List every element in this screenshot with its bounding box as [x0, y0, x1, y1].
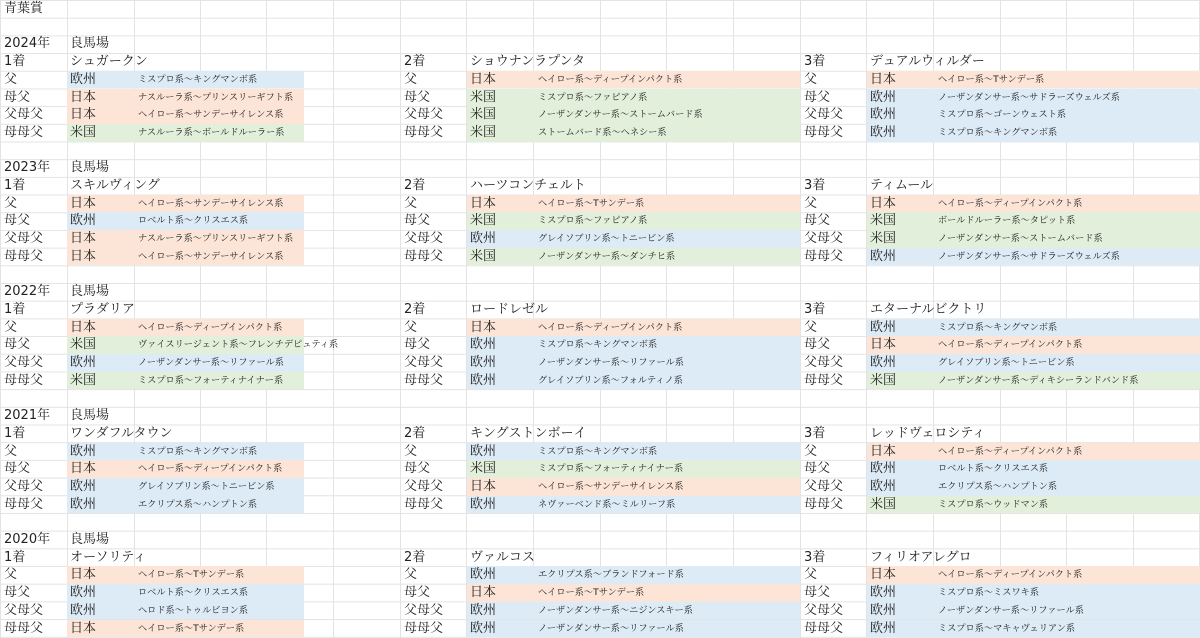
pedigree-label[interactable]: 母母父 [804, 620, 844, 636]
place-label[interactable]: 3着 [804, 301, 826, 317]
region-cell[interactable]: 欧州 [470, 496, 497, 512]
region-cell[interactable]: 日本 [870, 195, 897, 211]
sire-line-cell[interactable]: エクリプス系～ブランドフォード系 [538, 569, 684, 581]
sire-line-cell[interactable]: ヘイロー系～サンデーサイレンス系 [138, 197, 284, 209]
pedigree-label[interactable]: 母父 [4, 585, 31, 601]
pedigree-label[interactable]: 父母父 [804, 602, 844, 618]
sire-line-cell[interactable]: ミスプロ系～ウッドマン系 [938, 498, 1049, 510]
horse-name[interactable]: スキルヴィング [70, 178, 160, 193]
pedigree-label[interactable]: 父 [804, 195, 818, 211]
sire-line-cell[interactable]: グレイソブリン系～フォルティノ系 [538, 374, 683, 386]
region-cell[interactable]: 日本 [70, 567, 97, 583]
region-cell[interactable]: 欧州 [70, 585, 97, 601]
pedigree-label[interactable]: 母父 [804, 337, 831, 353]
sire-line-cell[interactable]: ノーザンダンサー系～ダンチヒ系 [538, 250, 676, 262]
pedigree-label[interactable]: 母母父 [404, 620, 444, 636]
sire-line-cell[interactable]: ミスプロ系～ゴーンウェスト系 [938, 109, 1067, 121]
horse-name[interactable]: ヴァルコス [470, 549, 535, 565]
pedigree-label[interactable]: 母父 [804, 461, 831, 477]
sire-line-cell[interactable]: ストームバード系～ヘネシー系 [538, 126, 667, 138]
place-label[interactable]: 1着 [4, 54, 26, 70]
pedigree-label[interactable]: 父母父 [804, 355, 844, 370]
track-condition[interactable]: 良馬場 [70, 160, 110, 176]
region-cell[interactable]: 欧州 [470, 231, 497, 247]
pedigree-label[interactable]: 父母父 [4, 107, 44, 123]
region-cell[interactable]: 米国 [470, 124, 497, 140]
region-cell[interactable]: 欧州 [470, 620, 497, 636]
pedigree-label[interactable]: 母母父 [804, 124, 844, 140]
region-cell[interactable]: 欧州 [870, 620, 897, 636]
sire-line-cell[interactable]: ヘイロー系～Tサンデー系 [138, 622, 245, 634]
region-cell[interactable]: 欧州 [870, 602, 897, 618]
region-cell[interactable]: 欧州 [70, 355, 97, 370]
region-cell[interactable]: 日本 [470, 71, 497, 87]
track-condition[interactable]: 良馬場 [70, 532, 110, 547]
pedigree-label[interactable]: 母母父 [804, 496, 844, 512]
pedigree-label[interactable]: 父母父 [404, 355, 444, 370]
horse-name[interactable]: プラダリア [70, 301, 135, 317]
sire-line-cell[interactable]: ミスプロ系～キングマンボ系 [138, 445, 258, 457]
region-cell[interactable]: 欧州 [70, 496, 97, 512]
sire-line-cell[interactable]: ヘイロー系～ディープインパクト系 [138, 463, 283, 475]
region-cell[interactable]: 欧州 [870, 355, 897, 370]
sire-line-cell[interactable]: グレイソブリン系～トニービン系 [538, 233, 675, 245]
place-label[interactable]: 3着 [804, 549, 826, 565]
place-label[interactable]: 1着 [4, 178, 26, 193]
pedigree-label[interactable]: 父母父 [804, 478, 844, 494]
track-condition[interactable]: 良馬場 [70, 284, 110, 300]
pedigree-label[interactable]: 母父 [404, 213, 431, 229]
place-label[interactable]: 2着 [404, 178, 426, 193]
sire-line-cell[interactable]: ミスプロ系～フォーティナイナー系 [138, 374, 284, 386]
pedigree-label[interactable]: 父母父 [804, 231, 844, 247]
place-label[interactable]: 3着 [804, 178, 826, 193]
region-cell[interactable]: 欧州 [870, 89, 897, 105]
pedigree-label[interactable]: 父母父 [4, 355, 44, 370]
sire-line-cell[interactable]: ミスプロ系～マキャヴェリアン系 [938, 622, 1076, 634]
region-cell[interactable]: 日本 [70, 461, 97, 477]
sire-line-cell[interactable]: ノーザンダンサー系～ストームバード系 [938, 233, 1103, 245]
pedigree-label[interactable]: 父 [804, 71, 818, 87]
pedigree-label[interactable]: 父 [404, 567, 418, 583]
sire-line-cell[interactable]: ノーザンダンサー系～ストームバード系 [538, 109, 703, 121]
region-cell[interactable]: 欧州 [470, 567, 497, 583]
region-cell[interactable]: 欧州 [870, 478, 897, 494]
year-label[interactable]: 2022年 [4, 284, 51, 300]
sire-line-cell[interactable]: ヘイロー系～Tサンデー系 [138, 569, 245, 581]
sire-line-cell[interactable]: ボールドルーラー系～タピット系 [938, 215, 1076, 227]
place-label[interactable]: 2着 [404, 549, 426, 565]
sire-line-cell[interactable]: ヘイロー系～サンデーサイレンス系 [538, 480, 684, 492]
horse-name[interactable]: ロードレゼル [470, 301, 549, 317]
region-cell[interactable]: 欧州 [870, 248, 897, 264]
horse-name[interactable]: ハーツコンチェルト [470, 178, 586, 193]
region-cell[interactable]: 日本 [70, 620, 97, 636]
pedigree-label[interactable]: 父母父 [4, 478, 44, 494]
pedigree-label[interactable]: 父母父 [404, 602, 444, 618]
region-cell[interactable]: 米国 [70, 337, 97, 353]
place-label[interactable]: 1着 [4, 549, 26, 565]
sire-line-cell[interactable]: ノーザンダンサー系～ディキシーランドバンド系 [938, 374, 1139, 386]
sire-line-cell[interactable]: ヘイロー系～ディープインパクト系 [138, 321, 283, 333]
pedigree-label[interactable]: 父母父 [4, 231, 44, 247]
horse-name[interactable]: キングストンボーイ [470, 425, 587, 441]
grid-column-line [800, 0, 801, 638]
region-cell[interactable]: 米国 [470, 461, 497, 477]
pedigree-label[interactable]: 父 [804, 567, 818, 583]
horse-name[interactable]: オーソリティ [70, 549, 147, 565]
sire-line-cell[interactable]: ミスプロ系～キングマンボ系 [938, 321, 1058, 333]
year-label[interactable]: 2021年 [4, 408, 51, 424]
sire-line-cell[interactable]: ネヴァーベンド系～ミルリーフ系 [538, 498, 676, 510]
pedigree-label[interactable]: 父母父 [404, 107, 444, 123]
sire-line-cell[interactable]: ヘイロー系～ディープインパクト系 [938, 339, 1083, 351]
region-cell[interactable]: 欧州 [70, 602, 97, 618]
sire-line-cell[interactable]: ロベルト系～クリスエス系 [938, 463, 1049, 475]
pedigree-label[interactable]: 母父 [4, 213, 31, 229]
pedigree-label[interactable]: 父 [4, 443, 18, 459]
region-cell[interactable]: 日本 [70, 195, 97, 211]
region-cell[interactable]: 日本 [470, 195, 497, 211]
sire-line-cell[interactable]: ミスプロ系～ファピアノ系 [538, 215, 648, 227]
place-label[interactable]: 1着 [4, 425, 26, 441]
sire-line-cell[interactable]: ヘイロー系～サンデーサイレンス系 [138, 250, 284, 262]
pedigree-label[interactable]: 母父 [804, 89, 831, 105]
region-cell[interactable]: 米国 [870, 213, 897, 229]
region-cell[interactable]: 日本 [870, 443, 897, 459]
pedigree-label[interactable]: 父母父 [404, 478, 444, 494]
pedigree-label[interactable]: 母父 [404, 337, 431, 353]
sire-line-cell[interactable]: ミスプロ系～ミスワキ系 [938, 587, 1040, 599]
pedigree-label[interactable]: 母母父 [404, 496, 444, 512]
sire-line-cell[interactable]: ノーザンダンサー系～サドラーズウェルズ系 [938, 250, 1120, 262]
pedigree-label[interactable]: 父 [4, 319, 18, 335]
region-cell[interactable]: 欧州 [870, 319, 897, 335]
place-label[interactable]: 3着 [804, 425, 826, 441]
pedigree-label[interactable]: 母父 [404, 461, 431, 477]
pedigree-label[interactable]: 父母父 [404, 231, 444, 247]
sire-line-cell[interactable]: ミスプロ系～フォーティナイナー系 [538, 463, 684, 475]
region-cell[interactable]: 日本 [870, 567, 897, 583]
sire-line-cell[interactable]: ノーザンダンサー系～リファール系 [138, 357, 284, 368]
region-cell[interactable]: 日本 [870, 337, 897, 353]
pedigree-label[interactable]: 母母父 [404, 248, 444, 264]
pedigree-label[interactable]: 母父 [4, 461, 31, 477]
pedigree-label[interactable]: 母母父 [4, 496, 44, 512]
sire-line-cell[interactable]: ノーザンダンサー系～リファール系 [938, 604, 1084, 616]
pedigree-label[interactable]: 父 [4, 71, 18, 87]
region-cell[interactable]: 日本 [70, 231, 97, 247]
region-cell[interactable]: 日本 [870, 71, 897, 87]
place-label[interactable]: 2着 [404, 301, 426, 317]
region-cell[interactable]: 欧州 [870, 585, 897, 601]
region-cell[interactable]: 欧州 [470, 355, 497, 370]
track-condition[interactable]: 良馬場 [70, 36, 110, 52]
year-label[interactable]: 2024年 [4, 36, 51, 52]
region-cell[interactable]: 欧州 [870, 461, 897, 477]
pedigree-label[interactable]: 父 [804, 443, 818, 459]
region-cell[interactable]: 日本 [470, 478, 497, 494]
grid-column-line [333, 0, 334, 638]
region-cell[interactable]: 欧州 [870, 124, 897, 140]
horse-name[interactable]: ティムール [870, 178, 934, 193]
pedigree-label[interactable]: 父 [404, 319, 418, 335]
pedigree-label[interactable]: 父 [4, 567, 18, 583]
sire-line-cell[interactable]: ノーザンダンサー系～ニジンスキー系 [538, 604, 693, 616]
sire-line-cell[interactable]: エクリプス系～ハンプトン系 [138, 498, 258, 510]
grid-column-line [0, 0, 1, 638]
pedigree-label[interactable]: 母父 [404, 89, 431, 105]
sire-line-cell[interactable]: ミスプロ系～キングマンボ系 [538, 445, 658, 457]
pedigree-label[interactable]: 母父 [804, 585, 831, 601]
horse-name[interactable]: フィリオアレグロ [870, 549, 972, 565]
pedigree-label[interactable]: 母母父 [4, 124, 44, 140]
year-label[interactable]: 2020年 [4, 532, 51, 547]
horse-name[interactable]: デュアルウィルダー [870, 54, 985, 70]
region-cell[interactable]: 欧州 [70, 213, 97, 229]
region-cell[interactable]: 米国 [470, 213, 497, 229]
pedigree-label[interactable]: 母父 [404, 585, 431, 601]
pedigree-label[interactable]: 父 [404, 195, 418, 211]
pedigree-label[interactable]: 母父 [804, 213, 831, 229]
region-cell[interactable]: 欧州 [470, 372, 497, 388]
region-cell[interactable]: 欧州 [70, 71, 97, 87]
grid-column-line [400, 0, 401, 638]
place-label[interactable]: 2着 [404, 54, 426, 70]
region-cell[interactable]: 日本 [70, 319, 97, 335]
horse-name[interactable]: エターナルビクトリ [870, 301, 987, 317]
pedigree-label[interactable]: 母母父 [404, 372, 444, 388]
pedigree-label[interactable]: 母母父 [4, 372, 44, 388]
region-cell[interactable]: 日本 [70, 89, 97, 105]
sire-line-cell[interactable]: ナスルーラ系～プリンスリーギフト系 [138, 91, 294, 103]
place-label[interactable]: 3着 [804, 54, 826, 70]
pedigree-label[interactable]: 母母父 [804, 248, 844, 264]
horse-name[interactable]: ワンダフルタウン [70, 425, 173, 441]
region-cell[interactable]: 欧州 [470, 337, 497, 353]
sire-line-cell[interactable]: グレイソブリン系～トニービン系 [938, 357, 1075, 368]
track-condition[interactable]: 良馬場 [70, 408, 110, 424]
sire-line-cell[interactable]: ヘイロー系～ディープインパクト系 [938, 569, 1083, 581]
sire-line-cell[interactable]: ヘイロー系～ディープインパクト系 [938, 197, 1083, 209]
sire-line-cell[interactable]: ミスプロ系～キングマンボ系 [938, 126, 1058, 138]
region-cell[interactable]: 日本 [470, 319, 497, 335]
sire-line-cell[interactable]: ロベルト系～クリスエス系 [138, 587, 249, 599]
region-cell[interactable]: 米国 [470, 248, 497, 264]
region-cell[interactable]: 欧州 [70, 478, 97, 494]
region-cell[interactable]: 米国 [870, 372, 897, 388]
horse-name[interactable]: レッドヴェロシティ [870, 425, 986, 441]
pedigree-label[interactable]: 父 [404, 443, 418, 459]
region-cell[interactable]: 日本 [470, 585, 497, 601]
region-cell[interactable]: 米国 [70, 372, 97, 388]
pedigree-label[interactable]: 母母父 [804, 372, 844, 388]
region-cell[interactable]: 米国 [470, 89, 497, 105]
sire-line-cell[interactable]: ロベルト系～クリスエス系 [138, 215, 249, 227]
region-cell[interactable]: 米国 [870, 231, 897, 247]
region-cell[interactable]: 欧州 [470, 602, 497, 618]
sire-line-cell[interactable]: ナスルーラ系～ボールドルーラー系 [138, 126, 285, 138]
sire-line-cell[interactable]: ヘイロー系～ディープインパクト系 [938, 445, 1083, 457]
region-cell[interactable]: 米国 [470, 107, 497, 123]
region-cell[interactable]: 欧州 [870, 107, 897, 123]
sire-line-cell[interactable]: グレイソブリン系～トニービン系 [138, 480, 275, 492]
region-cell[interactable]: 日本 [70, 107, 97, 123]
sire-line-cell[interactable]: ヘロド系～トゥルビヨン系 [138, 604, 249, 616]
pedigree-label[interactable]: 母母父 [404, 124, 444, 140]
sire-line-cell[interactable]: ヘイロー系～Tサンデー系 [538, 197, 645, 209]
pedigree-label[interactable]: 父母父 [4, 602, 44, 618]
sire-line-cell[interactable]: ヘイロー系～サンデーサイレンス系 [138, 109, 284, 121]
pedigree-label[interactable]: 母母父 [4, 620, 44, 636]
place-label[interactable]: 2着 [404, 425, 426, 441]
sire-line-cell[interactable]: ノーザンダンサー系～リファール系 [538, 357, 684, 368]
sire-line-cell[interactable]: ノーザンダンサー系～サドラーズウェルズ系 [938, 91, 1120, 103]
sire-line-cell[interactable]: ミスプロ系～キングマンボ系 [138, 73, 258, 85]
sire-line-cell[interactable]: ミスプロ系～ファピアノ系 [538, 91, 648, 103]
sire-line-cell[interactable]: ノーザンダンサー系～リファール系 [538, 622, 684, 634]
sire-line-cell[interactable]: ナスルーラ系～プリンスリーギフト系 [138, 233, 294, 245]
region-cell[interactable]: 欧州 [470, 443, 497, 459]
pedigree-label[interactable]: 父母父 [804, 107, 844, 123]
sire-line-cell[interactable]: ミスプロ系～キングマンボ系 [538, 339, 658, 351]
pedigree-label[interactable]: 母父 [4, 89, 31, 105]
pedigree-label[interactable]: 母父 [4, 337, 31, 353]
pedigree-label[interactable]: 父 [804, 319, 818, 335]
sire-line-cell[interactable]: ヘイロー系～Tサンデー系 [938, 73, 1045, 85]
pedigree-label[interactable]: 父 [4, 195, 18, 211]
sheet-title[interactable]: 青葉賞 [4, 1, 44, 16]
sire-line-cell[interactable]: ヴァイスリージェント系～フレンチデピュティ系 [138, 339, 339, 351]
sire-line-cell[interactable]: ヘイロー系～ディープインパクト系 [538, 321, 683, 333]
region-cell[interactable]: 日本 [70, 248, 97, 264]
sire-line-cell[interactable]: ヘイロー系～Tサンデー系 [538, 587, 645, 599]
year-label[interactable]: 2023年 [4, 160, 51, 176]
horse-name[interactable]: ショウナンラプンタ [470, 54, 586, 70]
sire-line-cell[interactable]: エクリプス系～ハンプトン系 [938, 480, 1058, 492]
horse-name[interactable]: シュガークン [70, 54, 148, 70]
region-cell[interactable]: 米国 [870, 496, 897, 512]
region-cell[interactable]: 欧州 [70, 443, 97, 459]
place-label[interactable]: 1着 [4, 301, 26, 317]
pedigree-label[interactable]: 父 [404, 71, 418, 87]
pedigree-label[interactable]: 母母父 [4, 248, 44, 264]
sire-line-cell[interactable]: ヘイロー系～ディープインパクト系 [538, 73, 683, 85]
region-cell[interactable]: 米国 [70, 124, 97, 140]
